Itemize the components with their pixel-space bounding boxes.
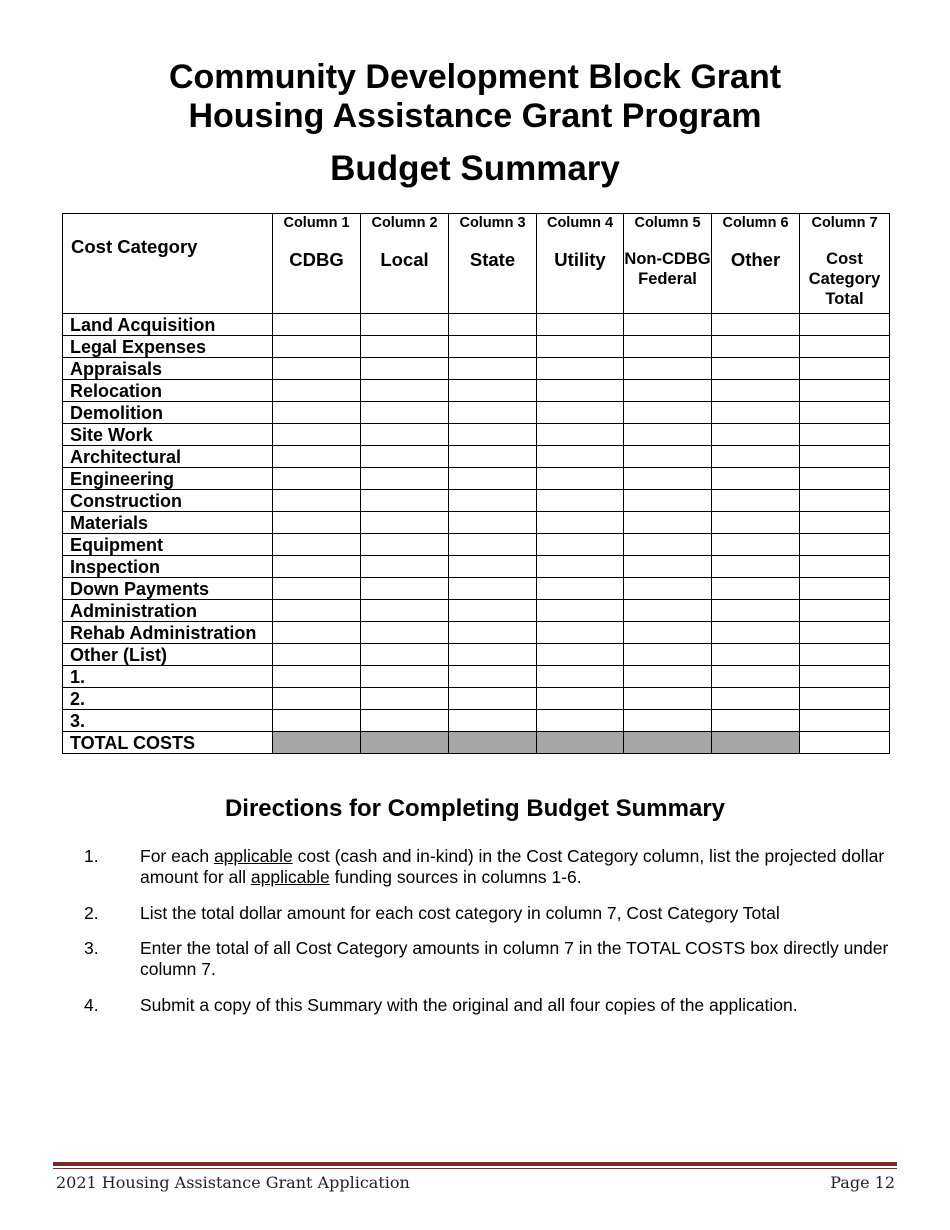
amount-cell[interactable] xyxy=(800,424,890,446)
amount-cell[interactable] xyxy=(449,688,537,710)
amount-cell[interactable] xyxy=(624,314,712,336)
funding-source: CDBG xyxy=(289,249,344,270)
amount-cell[interactable] xyxy=(800,512,890,534)
amount-cell[interactable] xyxy=(273,622,361,644)
direction-item-3 xyxy=(84,938,904,980)
directions-title: Directions for Completing Budget Summary xyxy=(224,795,726,822)
amount-cell[interactable] xyxy=(800,490,890,512)
cost-category-cell: Other (List) xyxy=(63,644,273,666)
amount-cell[interactable] xyxy=(624,578,712,600)
amount-cell[interactable] xyxy=(537,380,624,402)
amount-cell[interactable] xyxy=(712,600,800,622)
table-row xyxy=(63,534,890,556)
amount-cell[interactable] xyxy=(361,490,449,512)
funding-source: Non-CDBG Federal xyxy=(624,250,711,288)
table-row xyxy=(63,512,890,534)
amount-cell[interactable] xyxy=(273,534,361,556)
amount-cell[interactable] xyxy=(624,468,712,490)
amount-cell[interactable] xyxy=(449,402,537,424)
amount-cell[interactable] xyxy=(361,314,449,336)
document-title-line-1: Community Development Block Grant xyxy=(168,58,782,96)
cost-category-cell: Appraisals xyxy=(63,358,273,380)
table-row xyxy=(63,446,890,468)
amount-cell[interactable] xyxy=(712,622,800,644)
cost-category-cell: Relocation xyxy=(63,380,273,402)
cost-category-cell: Legal Expenses xyxy=(63,336,273,358)
amount-cell[interactable] xyxy=(624,336,712,358)
amount-cell[interactable] xyxy=(273,314,361,336)
table-row xyxy=(63,710,890,732)
amount-cell[interactable] xyxy=(449,380,537,402)
amount-cell[interactable] xyxy=(361,666,449,688)
amount-cell[interactable] xyxy=(449,468,537,490)
amount-cell[interactable] xyxy=(624,446,712,468)
amount-cell[interactable] xyxy=(537,314,624,336)
amount-cell[interactable] xyxy=(361,688,449,710)
amount-cell[interactable] xyxy=(537,622,624,644)
cost-category-cell: Construction xyxy=(63,490,273,512)
amount-cell[interactable] xyxy=(800,600,890,622)
funding-source: Local xyxy=(380,249,429,270)
amount-cell[interactable] xyxy=(624,688,712,710)
cost-category-cell: Equipment xyxy=(63,534,273,556)
amount-cell[interactable] xyxy=(449,358,537,380)
funding-source: State xyxy=(469,249,516,270)
amount-cell[interactable] xyxy=(273,402,361,424)
column-number: Column 4 xyxy=(546,215,614,231)
cost-category-cell: TOTAL COSTS xyxy=(63,732,273,754)
amount-cell[interactable] xyxy=(361,578,449,600)
cost-category-cell: 3. xyxy=(63,710,273,732)
column-number: Column 2 xyxy=(371,215,438,231)
table-header-row xyxy=(63,214,890,314)
shaded-cell xyxy=(449,732,537,754)
amount-cell[interactable] xyxy=(361,710,449,732)
table-row xyxy=(63,578,890,600)
amount-cell[interactable] xyxy=(361,512,449,534)
amount-cell[interactable] xyxy=(624,490,712,512)
amount-cell[interactable] xyxy=(449,446,537,468)
amount-cell[interactable] xyxy=(800,688,890,710)
amount-cell[interactable] xyxy=(800,336,890,358)
shaded-cell xyxy=(537,732,624,754)
amount-cell[interactable] xyxy=(800,622,890,644)
amount-cell[interactable] xyxy=(800,644,890,666)
amount-cell[interactable] xyxy=(712,336,800,358)
amount-cell[interactable] xyxy=(537,556,624,578)
amount-cell[interactable] xyxy=(624,358,712,380)
amount-cell[interactable] xyxy=(624,666,712,688)
amount-cell[interactable] xyxy=(273,468,361,490)
funding-source: Utility xyxy=(554,249,606,270)
amount-cell[interactable] xyxy=(712,446,800,468)
amount-cell[interactable] xyxy=(712,710,800,732)
cost-category-cell: Demolition xyxy=(63,402,273,424)
underlined-word: applicable xyxy=(250,867,330,887)
amount-cell[interactable] xyxy=(712,534,800,556)
amount-cell[interactable] xyxy=(449,710,537,732)
table-row xyxy=(63,380,890,402)
amount-cell[interactable] xyxy=(449,314,537,336)
cost-category-cell: Site Work xyxy=(63,424,273,446)
amount-cell[interactable] xyxy=(449,622,537,644)
amount-cell[interactable] xyxy=(449,424,537,446)
amount-cell[interactable] xyxy=(273,490,361,512)
direction-text: For each applicable cost (cash and in-kind) in the Cost Category column, list the projected dollar amount for all applicable funding sources in columns 1-6. xyxy=(140,846,885,887)
direction-text: Submit a copy of this Summary with the original and all four copies of the application. xyxy=(140,995,798,1015)
amount-cell[interactable] xyxy=(624,710,712,732)
amount-cell[interactable] xyxy=(624,644,712,666)
direction-number: 1. xyxy=(84,846,99,866)
amount-cell[interactable] xyxy=(537,644,624,666)
amount-cell[interactable] xyxy=(537,534,624,556)
direction-item-4 xyxy=(84,995,904,1016)
table-row xyxy=(63,600,890,622)
column-number: Column 6 xyxy=(722,215,789,231)
amount-cell[interactable] xyxy=(624,556,712,578)
cost-category-cell: Down Payments xyxy=(63,578,273,600)
amount-cell[interactable] xyxy=(361,622,449,644)
column-number: Column 1 xyxy=(283,215,350,231)
amount-cell[interactable] xyxy=(273,424,361,446)
funding-source: Other xyxy=(730,249,781,270)
amount-cell[interactable] xyxy=(800,468,890,490)
direction-item-2 xyxy=(84,903,904,924)
amount-cell[interactable] xyxy=(800,534,890,556)
budget-summary-table xyxy=(62,213,890,754)
column-header-2 xyxy=(361,214,449,314)
amount-cell[interactable] xyxy=(449,556,537,578)
cost-category-header xyxy=(63,214,273,314)
cost-category-cell: Administration xyxy=(63,600,273,622)
amount-cell[interactable] xyxy=(537,446,624,468)
amount-cell[interactable] xyxy=(449,490,537,512)
amount-cell[interactable] xyxy=(273,336,361,358)
table-row xyxy=(63,490,890,512)
amount-cell[interactable] xyxy=(624,512,712,534)
amount-cell[interactable] xyxy=(449,578,537,600)
cost-category-header-label: Cost Category xyxy=(71,236,198,257)
table-row xyxy=(63,314,890,336)
amount-cell[interactable] xyxy=(537,666,624,688)
footer-document-name: 2021 Housing Assistance Grant Application xyxy=(56,1173,410,1192)
amount-cell[interactable] xyxy=(537,512,624,534)
column-header-3 xyxy=(449,214,537,314)
amount-cell[interactable] xyxy=(361,644,449,666)
footer-divider xyxy=(53,1162,897,1166)
column-header-4 xyxy=(537,214,624,314)
table-row xyxy=(63,424,890,446)
column-header-1 xyxy=(273,214,361,314)
direction-number: 2. xyxy=(84,903,99,923)
amount-cell[interactable] xyxy=(712,358,800,380)
amount-cell[interactable] xyxy=(273,512,361,534)
amount-cell[interactable] xyxy=(712,314,800,336)
shaded-cell xyxy=(273,732,361,754)
amount-cell[interactable] xyxy=(361,556,449,578)
amount-cell[interactable] xyxy=(361,534,449,556)
amount-cell[interactable] xyxy=(712,380,800,402)
amount-cell[interactable] xyxy=(800,710,890,732)
amount-cell[interactable] xyxy=(273,600,361,622)
page-title: Budget Summary xyxy=(330,149,620,188)
footer-divider-thin xyxy=(53,1168,897,1169)
amount-cell[interactable] xyxy=(624,424,712,446)
direction-number: 3. xyxy=(84,938,99,958)
amount-cell[interactable] xyxy=(537,490,624,512)
amount-cell[interactable] xyxy=(361,446,449,468)
table-row xyxy=(63,556,890,578)
cost-category-cell: Materials xyxy=(63,512,273,534)
amount-cell[interactable] xyxy=(273,556,361,578)
table-row xyxy=(63,468,890,490)
amount-cell[interactable] xyxy=(712,688,800,710)
amount-cell[interactable] xyxy=(273,666,361,688)
amount-cell[interactable] xyxy=(624,402,712,424)
underlined-word: applicable xyxy=(213,846,293,866)
column-header-7 xyxy=(800,214,890,314)
table-row xyxy=(63,358,890,380)
table-row xyxy=(63,402,890,424)
amount-cell[interactable] xyxy=(361,402,449,424)
amount-cell[interactable] xyxy=(624,622,712,644)
amount-cell[interactable] xyxy=(712,644,800,666)
amount-cell[interactable] xyxy=(712,468,800,490)
amount-cell[interactable] xyxy=(537,688,624,710)
funding-source: Cost Category Total xyxy=(808,250,881,308)
cost-category-cell: Engineering xyxy=(63,468,273,490)
column-header-6 xyxy=(712,214,800,314)
amount-cell[interactable] xyxy=(273,446,361,468)
amount-cell[interactable] xyxy=(800,732,890,754)
amount-cell[interactable] xyxy=(624,600,712,622)
table-row xyxy=(63,688,890,710)
amount-cell[interactable] xyxy=(800,556,890,578)
direction-item-1 xyxy=(84,846,904,888)
direction-number: 4. xyxy=(84,995,99,1015)
amount-cell[interactable] xyxy=(712,424,800,446)
cost-category-cell: Inspection xyxy=(63,556,273,578)
direction-text: List the total dollar amount for each cost category in column 7, Cost Category Total xyxy=(140,903,780,923)
amount-cell[interactable] xyxy=(800,380,890,402)
amount-cell[interactable] xyxy=(800,402,890,424)
amount-cell[interactable] xyxy=(361,424,449,446)
amount-cell[interactable] xyxy=(537,710,624,732)
cost-category-cell: 1. xyxy=(63,666,273,688)
amount-cell[interactable] xyxy=(449,600,537,622)
amount-cell[interactable] xyxy=(361,358,449,380)
footer-page-number: Page 12 xyxy=(830,1173,895,1192)
amount-cell[interactable] xyxy=(449,644,537,666)
amount-cell[interactable] xyxy=(800,314,890,336)
amount-cell[interactable] xyxy=(712,490,800,512)
amount-cell[interactable] xyxy=(449,336,537,358)
cost-category-cell: Architectural xyxy=(63,446,273,468)
amount-cell[interactable] xyxy=(273,578,361,600)
amount-cell[interactable] xyxy=(800,578,890,600)
amount-cell[interactable] xyxy=(537,424,624,446)
direction-text: Enter the total of all Cost Category amounts in column 7 in the TOTAL COSTS box directly under column 7. xyxy=(140,938,889,979)
amount-cell[interactable] xyxy=(712,402,800,424)
amount-cell[interactable] xyxy=(361,380,449,402)
amount-cell[interactable] xyxy=(624,534,712,556)
amount-cell[interactable] xyxy=(361,468,449,490)
column-header-5 xyxy=(624,214,712,314)
amount-cell[interactable] xyxy=(624,380,712,402)
shaded-cell xyxy=(712,732,800,754)
amount-cell[interactable] xyxy=(712,556,800,578)
cost-category-cell: 2. xyxy=(63,688,273,710)
amount-cell[interactable] xyxy=(537,336,624,358)
amount-cell[interactable] xyxy=(361,336,449,358)
amount-cell[interactable] xyxy=(712,666,800,688)
amount-cell[interactable] xyxy=(537,578,624,600)
shaded-cell xyxy=(624,732,712,754)
amount-cell[interactable] xyxy=(712,512,800,534)
document-title-line-2: Housing Assistance Grant Program xyxy=(188,97,762,135)
total-costs-row xyxy=(63,732,890,754)
table-row xyxy=(63,644,890,666)
column-number: Column 7 xyxy=(811,215,878,231)
amount-cell[interactable] xyxy=(537,468,624,490)
table-row xyxy=(63,622,890,644)
amount-cell[interactable] xyxy=(273,380,361,402)
amount-cell[interactable] xyxy=(449,666,537,688)
amount-cell[interactable] xyxy=(273,358,361,380)
table-row xyxy=(63,336,890,358)
amount-cell[interactable] xyxy=(537,600,624,622)
amount-cell[interactable] xyxy=(537,358,624,380)
column-number: Column 3 xyxy=(459,215,526,231)
amount-cell[interactable] xyxy=(449,512,537,534)
cost-category-cell: Rehab Administration xyxy=(63,622,273,644)
cost-category-cell: Land Acquisition xyxy=(63,314,273,336)
amount-cell[interactable] xyxy=(800,358,890,380)
amount-cell[interactable] xyxy=(800,446,890,468)
amount-cell[interactable] xyxy=(537,402,624,424)
amount-cell[interactable] xyxy=(712,578,800,600)
amount-cell[interactable] xyxy=(273,710,361,732)
amount-cell[interactable] xyxy=(361,600,449,622)
table-row xyxy=(63,666,890,688)
amount-cell[interactable] xyxy=(800,666,890,688)
amount-cell[interactable] xyxy=(273,644,361,666)
amount-cell[interactable] xyxy=(273,688,361,710)
shaded-cell xyxy=(361,732,449,754)
column-number: Column 5 xyxy=(634,215,701,231)
amount-cell[interactable] xyxy=(449,534,537,556)
